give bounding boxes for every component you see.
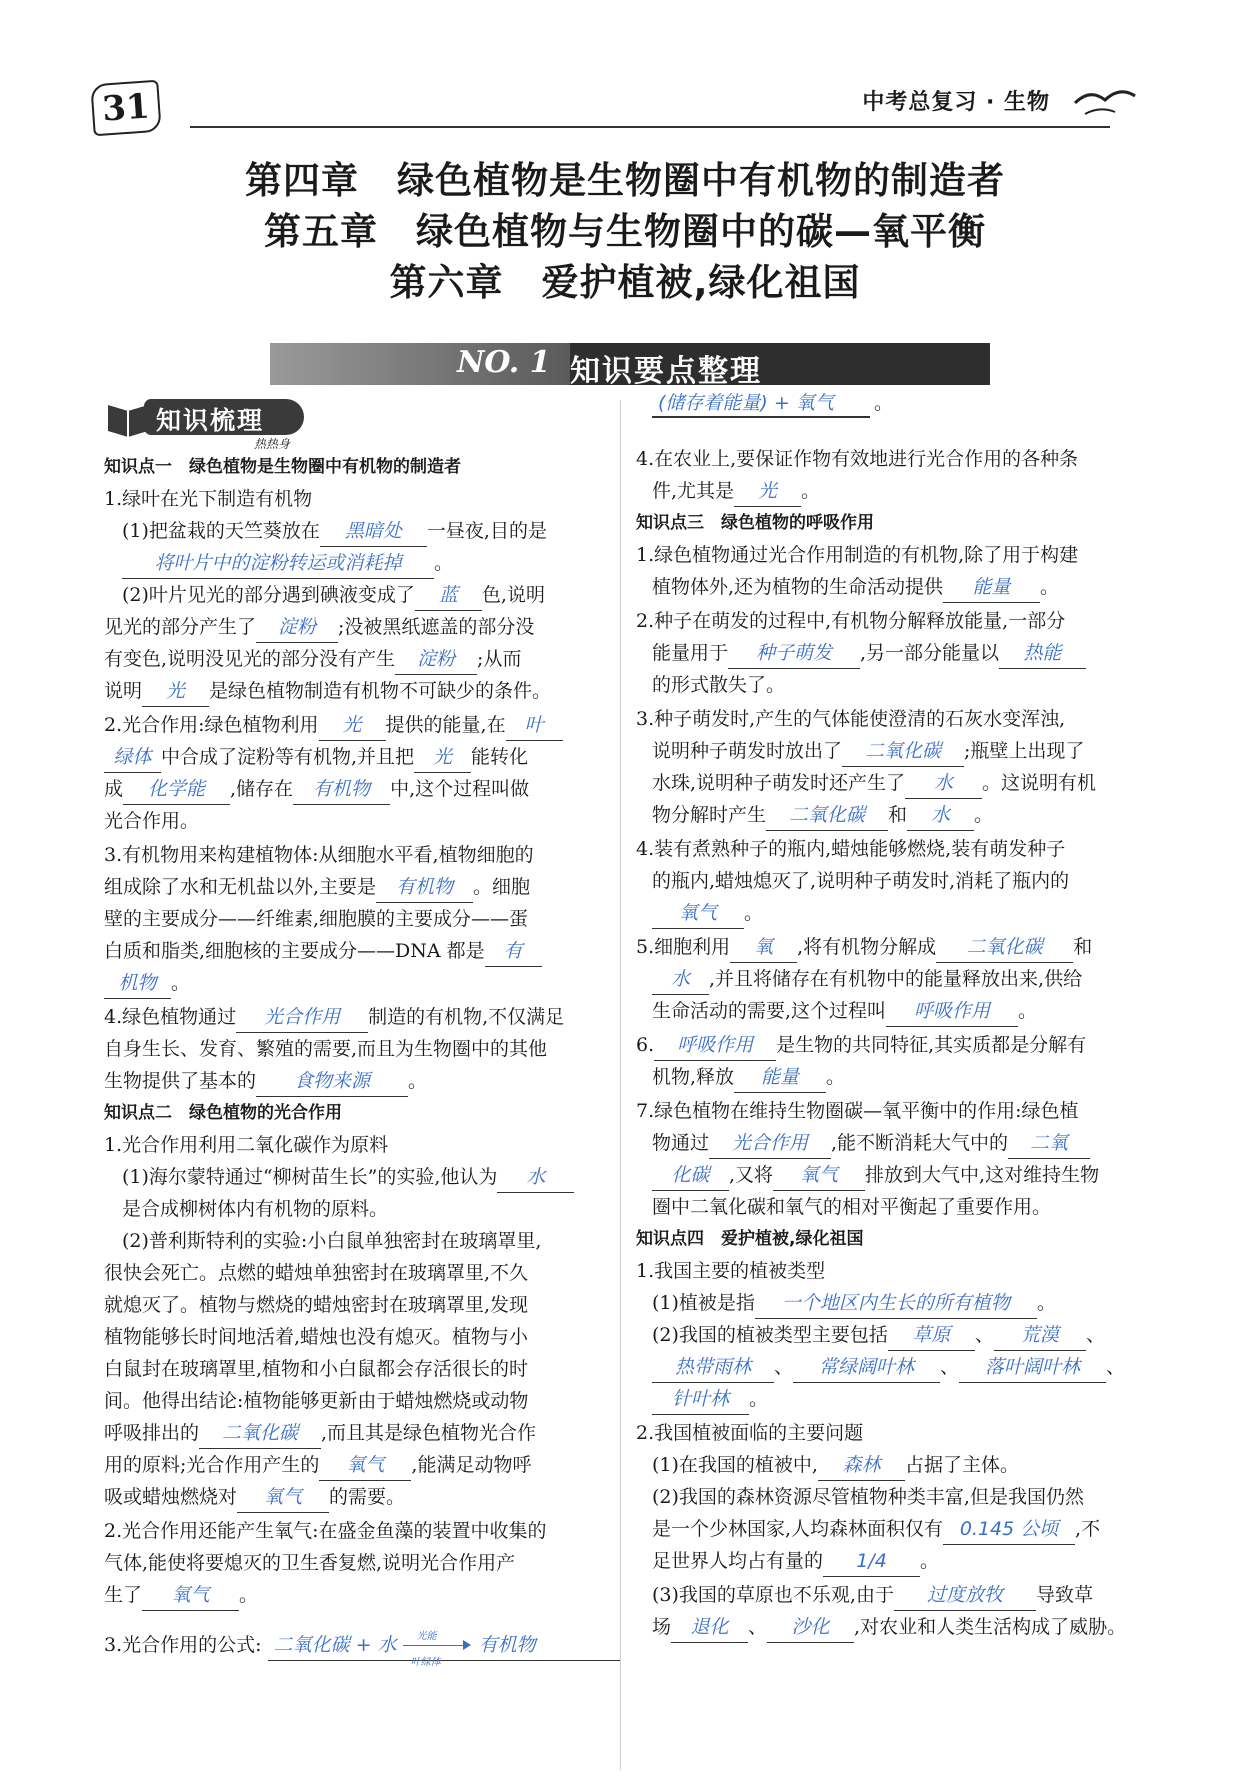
arrow-icon: 光能 叶绿体 bbox=[403, 1636, 473, 1656]
answer-blank: 1/4 bbox=[823, 1546, 920, 1577]
text-line: 水 ,并且将储存在有机物中的能量释放出来,供给 bbox=[652, 964, 1082, 995]
answer-blank: 光 bbox=[319, 710, 386, 741]
answer-blank: 绿体 bbox=[104, 742, 161, 773]
answer-blank: 氧气 bbox=[773, 1160, 865, 1191]
text-line: 自身生长、发育、繁殖的需要,而且为生物圈中的其他 bbox=[104, 1038, 548, 1060]
text-line: 壁的主要成分——纤维素,细胞膜的主要成分——蛋 bbox=[104, 908, 529, 930]
answer-blank: 水 bbox=[907, 800, 974, 831]
header-title: 中考总复习 · 生物 bbox=[862, 90, 1050, 115]
underline bbox=[652, 416, 870, 418]
answer-blank: 能量 bbox=[734, 1062, 826, 1093]
answer-blank: 淀粉 bbox=[395, 644, 477, 675]
text-line: 物通过 光合作用 ,能不断消耗大气中的 二氧 bbox=[652, 1128, 1090, 1159]
formula-line: 3.光合作用的公式: 二氧化碳 + 水 光能 叶绿体 有机物 bbox=[104, 1630, 620, 1661]
section-banner bbox=[270, 343, 990, 389]
answer-blank: 退化 bbox=[671, 1612, 748, 1643]
knowledge-point-4: 知识点四 爱护植被,绿化祖国 bbox=[636, 1229, 864, 1249]
text-line: 生命活动的需要,这个过程叫 呼吸作用 。 bbox=[652, 996, 1037, 1027]
answer-blank: 光 bbox=[142, 676, 209, 707]
text-line: 间。他得出结论:植物能够更新由于蜡烛燃烧或动物 bbox=[104, 1390, 529, 1412]
answer-blank: 呼吸作用 bbox=[654, 1030, 776, 1061]
knowledge-point-3: 知识点三 绿色植物的呼吸作用 bbox=[636, 513, 874, 533]
text-line: 7.绿色植物在维持生物圈碳—氧平衡中的作用:绿色植 bbox=[636, 1100, 1079, 1122]
text-line: 2.光合作用:绿色植物利用 光 提供的能量,在 叶 bbox=[104, 710, 563, 741]
answer-blank: 叶 bbox=[506, 710, 563, 741]
text-line: 白质和脂类,细胞核的主要成分——DNA 都是 有 bbox=[104, 936, 542, 967]
answer-blank: 化碳 bbox=[652, 1160, 729, 1191]
answer-blank: 热带雨林 bbox=[652, 1352, 774, 1383]
text-line: 很快会死亡。点燃的蜡烛单独密封在玻璃罩里,不久 bbox=[104, 1262, 529, 1284]
text-line: (1)在我国的植被中, 森林 占据了主体。 bbox=[652, 1450, 1019, 1481]
text-line: 光合作用。 bbox=[104, 810, 200, 832]
text-line: 的瓶内,蜡烛熄灭了,说明种子萌发时,消耗了瓶内的 bbox=[652, 870, 1070, 892]
text-line: 1.绿叶在光下制造有机物 bbox=[104, 488, 313, 510]
text-line: 见光的部分产生了 淀粉 ;没被黑纸遮盖的部分没 bbox=[104, 612, 534, 643]
answer-blank: 有 bbox=[485, 936, 542, 967]
answer-blank: 光 bbox=[734, 476, 801, 507]
badge-subtitle: 热热身 bbox=[254, 437, 291, 451]
text-line: 4.装有煮熟种子的瓶内,蜡烛能够燃烧,装有萌发种子 bbox=[636, 838, 1066, 860]
text-line: 3.种子萌发时,产生的气体能使澄清的石灰水变浑浊, bbox=[636, 708, 1066, 730]
answer-blank: 有机物 bbox=[376, 872, 473, 903]
answer-blank: 草原 bbox=[888, 1320, 975, 1351]
answer-blank: 二氧 bbox=[1008, 1128, 1090, 1159]
text-line: 气体,能使将要熄灭的卫生香复燃,说明光合作用产 bbox=[104, 1552, 516, 1574]
answer-blank: 沙化 bbox=[767, 1612, 854, 1643]
text-line: 件,尤其是 光 。 bbox=[652, 476, 820, 507]
text-line: 说明 光 是绿色植物制造有机物不可缺少的条件。 bbox=[104, 676, 551, 707]
text-line: 吸或蜡烛燃烧对 氧气 的需要。 bbox=[104, 1482, 405, 1513]
knowledge-point-2: 知识点二 绿色植物的光合作用 bbox=[104, 1103, 342, 1123]
answer-blank: 落叶阔叶林 bbox=[959, 1352, 1106, 1383]
answer-blank: 水 bbox=[905, 768, 982, 799]
text-line: 4.绿色植物通过 光合作用 制造的有机物,不仅满足 bbox=[104, 1002, 564, 1033]
text-line: 植物体外,还为植物的生命活动提供 能量 。 bbox=[652, 572, 1059, 603]
text-line: 1.光合作用利用二氧化碳作为原料 bbox=[104, 1134, 389, 1156]
text-line: (1)海尔蒙特通过“柳树苗生长”的实验,他认为 水 bbox=[122, 1162, 574, 1193]
answer-blank: 氧气 bbox=[237, 1482, 329, 1513]
answer-blank: 氧气 bbox=[319, 1450, 411, 1481]
answer-blank: 针叶林 bbox=[652, 1384, 749, 1415]
answer-blank: 氧 bbox=[730, 932, 797, 963]
text-line: (1)植被是指 一个地区内生长的所有植物 。 bbox=[652, 1288, 1056, 1319]
answer-blank: 机物 bbox=[104, 968, 171, 999]
answer-blank: 一个地区内生长的所有植物 bbox=[755, 1288, 1037, 1319]
answer-blank: 黑暗处 bbox=[320, 516, 427, 547]
text-line: 水珠,说明种子萌发时还产生了 水 。这说明有机 bbox=[652, 768, 1096, 799]
text-line: 能量用于 种子萌发 ,另一部分能量以 热能 bbox=[652, 638, 1086, 669]
text-line: 针叶林 。 bbox=[652, 1384, 768, 1415]
text-line: 3.有机物用来构建植物体:从细胞水平看,植物细胞的 bbox=[104, 844, 534, 866]
text-line: 呼吸排出的 二氧化碳 ,而且其是绿色植物光合作 bbox=[104, 1418, 536, 1449]
answer-blank: 二氧化碳 bbox=[842, 736, 964, 767]
text-line: (1)把盆栽的天竺葵放在 黑暗处 一昼夜,目的是 bbox=[122, 516, 547, 547]
knowledge-point-1: 知识点一 绿色植物是生物圈中有机物的制造者 bbox=[104, 457, 461, 477]
answer-blank: 过度放牧 bbox=[894, 1580, 1036, 1611]
formula-continuation: (储存着能量) + 氧气 bbox=[658, 392, 834, 414]
answer-blank: 蓝 bbox=[415, 580, 482, 611]
answer-blank: 二氧化碳 bbox=[766, 800, 888, 831]
text-line: 4.在农业上,要保证作物有效地进行光合作用的各种条 bbox=[636, 448, 1079, 470]
text-line: 6. 呼吸作用 是生物的共同特征,其实质都是分解有 bbox=[636, 1030, 1086, 1061]
text-line: (2)普利斯特利的实验:小白鼠单独密封在玻璃罩里, bbox=[122, 1230, 542, 1252]
answer-blank: 荒漠 bbox=[994, 1320, 1086, 1351]
text-line: 5.细胞利用 氧 ,将有机物分解成 二氧化碳 和 bbox=[636, 932, 1092, 963]
answer-blank: 水 bbox=[652, 964, 709, 995]
text-line: 说明种子萌发时放出了 二氧化碳 ;瓶壁上出现了 bbox=[652, 736, 1084, 767]
text-line: 是一个少林国家,人均森林面积仅有 0.145 公顷 ,不 bbox=[652, 1514, 1100, 1545]
text-line: 植物能够长时间地活着,蜡烛也没有熄灭。植物与小 bbox=[104, 1326, 529, 1348]
answer-blank: 光 bbox=[414, 742, 471, 773]
chapter-title-4: 第四章 绿色植物是生物圈中有机物的制造者 bbox=[245, 159, 1005, 202]
column-divider bbox=[620, 400, 621, 1770]
answer-blank: 氧气 bbox=[652, 898, 744, 929]
banner-number: NO. 1 bbox=[457, 345, 551, 380]
text-line: 热带雨林 、 常绿阔叶林 、 落叶阔叶林 、 bbox=[652, 1352, 1125, 1383]
answer-blank: 森林 bbox=[818, 1450, 905, 1481]
answer-blank: 呼吸作用 bbox=[886, 996, 1018, 1027]
header-rule bbox=[190, 126, 1110, 128]
text-line: 组成除了水和无机盐以外,主要是 有机物 。细胞 bbox=[104, 872, 530, 903]
text-line: 生了 氧气 。 bbox=[104, 1580, 258, 1611]
answer-blank: 光合作用 bbox=[236, 1002, 368, 1033]
answer-blank: 光合作用 bbox=[709, 1128, 831, 1159]
text-line: 1.绿色植物通过光合作用制造的有机物,除了用于构建 bbox=[636, 544, 1079, 566]
answer-blank: 有机物 bbox=[293, 774, 390, 805]
text-line: 是合成柳树体内有机物的原料。 bbox=[122, 1198, 389, 1220]
text-line: 的形式散失了。 bbox=[652, 674, 786, 696]
text-line: (3)我国的草原也不乐观,由于 过度放牧 导致草 bbox=[652, 1580, 1093, 1611]
chapter-title-5: 第五章 绿色植物与生物圈中的碳—氧平衡 bbox=[264, 210, 986, 253]
text-line: 成 化学能 ,储存在 有机物 中,这个过程叫做 bbox=[104, 774, 529, 805]
text-line: 2.种子在萌发的过程中,有机物分解释放能量,一部分 bbox=[636, 610, 1066, 632]
knowledge-badge bbox=[104, 397, 354, 451]
page-number: 31 bbox=[90, 80, 161, 137]
text-line: 1.我国主要的植被类型 bbox=[636, 1260, 826, 1282]
formula-products: 有机物 bbox=[478, 1634, 536, 1656]
text-line: 化碳 ,又将 氧气 排放到大气中,这对维持生物 bbox=[652, 1160, 1099, 1191]
answer-blank: 0.145 公顷 bbox=[943, 1514, 1075, 1545]
answer-blank: 化学能 bbox=[123, 774, 230, 805]
text-line: 就熄灭了。植物与燃烧的蜡烛密封在玻璃罩里,发现 bbox=[104, 1294, 529, 1316]
answer-blank: 种子萌发 bbox=[728, 638, 860, 669]
badge-title: 知识梳理 bbox=[156, 406, 265, 435]
text-line: 生物提供了基本的 食物来源 。 bbox=[104, 1066, 427, 1097]
answer-blank: 将叶片中的淀粉转运或消耗掉 bbox=[122, 548, 434, 579]
text-line: 机物 。 bbox=[104, 968, 190, 999]
answer-blank: 食物来源 bbox=[256, 1066, 408, 1097]
text-line: 用的原料;光合作用产生的 氧气 ,能满足动物呼 bbox=[104, 1450, 531, 1481]
text-line: 将叶片中的淀粉转运或消耗掉 。 bbox=[122, 548, 453, 579]
text-line: 场 退化 、 沙化 ,对农业和人类生活构成了威胁。 bbox=[652, 1612, 1126, 1643]
banner-title: 知识要点整理 bbox=[570, 354, 762, 389]
answer-blank: 二氧化碳 bbox=[936, 932, 1073, 963]
answer-blank: 热能 bbox=[999, 638, 1086, 669]
answer-blank: 淀粉 bbox=[256, 612, 338, 643]
text-line: 绿体 中合成了淀粉等有机物,并且把 光 能转化 bbox=[104, 742, 528, 773]
answer-blank: 二氧化碳 bbox=[199, 1418, 321, 1449]
text-line: 圈中二氧化碳和氧气的相对平衡起了重要作用。 bbox=[652, 1196, 1052, 1218]
text-line: 机物,释放 能量 。 bbox=[652, 1062, 845, 1093]
text-line: 2.光合作用还能产生氧气:在盛金鱼藻的装置中收集的 bbox=[104, 1520, 547, 1542]
text-line: 有变色,说明没见光的部分没有产生 淀粉 ;从而 bbox=[104, 644, 521, 675]
answer-blank: 氧气 bbox=[142, 1580, 239, 1611]
answer-blank: 水 bbox=[497, 1162, 574, 1193]
text-line: (2)叶片见光的部分遇到碘液变成了 蓝 色,说明 bbox=[122, 580, 545, 611]
text-line: (储存着能量) + 氧气 。 bbox=[652, 388, 893, 418]
answer-blank: 常绿阔叶林 bbox=[793, 1352, 940, 1383]
text-line: 白鼠封在玻璃罩里,植物和小白鼠都会存活很长的时 bbox=[104, 1358, 529, 1380]
text-line: 物分解时产生 二氧化碳 和 水 。 bbox=[652, 800, 993, 831]
bird-icon bbox=[1070, 78, 1140, 118]
text-line: 氧气 。 bbox=[652, 898, 763, 929]
chapter-title-6: 第六章 爱护植被,绿化祖国 bbox=[389, 261, 861, 304]
text-line: (2)我国的植被类型主要包括 草原 、 荒漠 、 bbox=[652, 1320, 1105, 1351]
text-line: 足世界人均占有量的 1/4 。 bbox=[652, 1546, 939, 1577]
text-line: 2.我国植被面临的主要问题 bbox=[636, 1422, 864, 1444]
formula-reactants: 二氧化碳 + 水 bbox=[273, 1634, 397, 1656]
text-line: (2)我国的森林资源尽管植物种类丰富,但是我国仍然 bbox=[652, 1486, 1084, 1508]
answer-blank: 能量 bbox=[943, 572, 1040, 603]
